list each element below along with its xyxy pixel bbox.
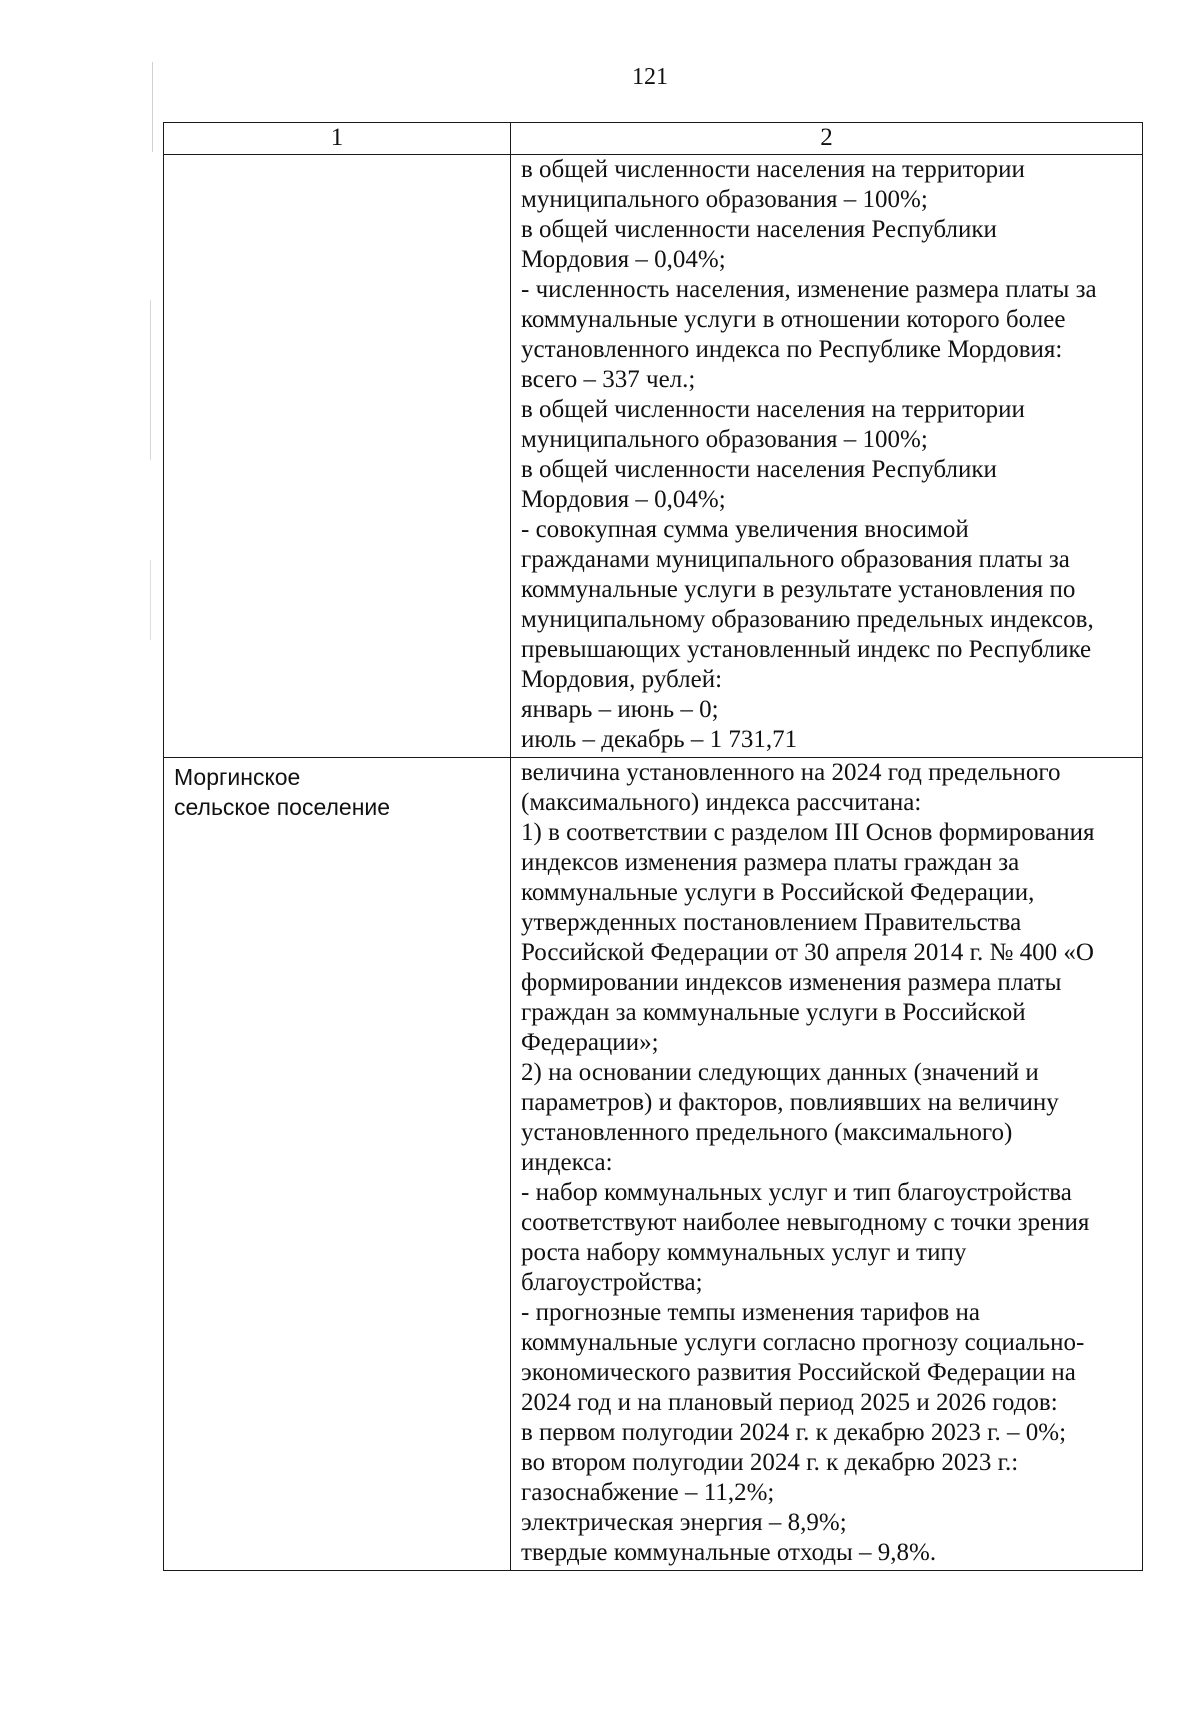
description-line: установленного индекса по Республике Мордовия: — [521, 336, 1063, 363]
description-line: 2) на основании следующих данных (значений и — [521, 1059, 1039, 1086]
description-line: январь – июнь – 0; — [521, 696, 719, 723]
description-line: в общей численности населения на территории — [521, 156, 1025, 183]
description-line: муниципальному образованию предельных индексов, — [521, 606, 1094, 633]
description-line: во втором полугодии 2024 г. к декабрю 2023 г.: — [521, 1449, 1019, 1476]
description-line: Мордовия – 0,04%; — [521, 246, 726, 273]
table-row — [164, 155, 1143, 758]
territory-cell — [164, 758, 511, 1571]
description-line: 1) в соответствии с разделом III Основ формирования — [521, 819, 1095, 846]
description-cell — [511, 758, 1143, 1571]
description-line: коммунальные услуги в Российской Федерации, — [521, 879, 1035, 906]
description-line: Российской Федерации от 30 апреля 2014 г. № 400 «О — [521, 939, 1094, 966]
description-line: коммунальные услуги согласно прогнозу социально- — [521, 1329, 1085, 1356]
description-line: утвержденных постановлением Правительства — [521, 909, 1022, 936]
description-line: коммунальные услуги в отношении которого более — [521, 306, 1066, 333]
description-line: муниципального образования – 100%; — [521, 186, 928, 213]
description-line: экономического развития Российской Федерации на — [521, 1359, 1076, 1386]
description-line: в первом полугодии 2024 г. к декабрю 2023 г. – 0%; — [521, 1419, 1067, 1446]
scan-mark — [152, 62, 153, 152]
description-cell — [511, 155, 1143, 758]
scan-mark — [150, 300, 151, 460]
scan-mark — [150, 560, 151, 640]
territory-name-line: сельское поселение — [174, 794, 391, 820]
description-line: электрическая энергия – 8,9%; — [521, 1509, 847, 1536]
description-line: формировании индексов изменения размера платы — [521, 969, 1062, 996]
territory-name-line: Моргинское — [174, 764, 301, 790]
description-line: в общей численности населения Республики — [521, 216, 997, 243]
document-table — [163, 122, 1143, 1571]
description-line: в общей численности населения на территории — [521, 396, 1025, 423]
description-line: Мордовия, рублей: — [521, 666, 723, 693]
column-header-2: 2 — [511, 123, 1143, 155]
page-number: 121 — [632, 64, 668, 90]
description-line: индекса: — [521, 1149, 613, 1176]
description-line: Федерации»; — [521, 1029, 659, 1056]
description-line: гражданами муниципального образования платы за — [521, 546, 1070, 573]
table-row — [164, 758, 1143, 1571]
description-line: параметров) и факторов, повлиявших на величину — [521, 1089, 1059, 1116]
description-line: - прогнозные темпы изменения тарифов на — [521, 1299, 980, 1326]
description-line: в общей численности населения Республики — [521, 456, 997, 483]
description-line: газоснабжение – 11,2%; — [521, 1479, 775, 1506]
description-line: июль – декабрь – 1 731,71 — [521, 726, 798, 753]
description-line: твердые коммунальные отходы – 9,8%. — [521, 1539, 937, 1566]
description-line: превышающих установленный индекс по Республике — [521, 636, 1092, 663]
description-line: (максимального) индекса рассчитана: — [521, 789, 922, 816]
description-line: 2024 год и на плановый период 2025 и 2026 годов: — [521, 1389, 1058, 1416]
description-line: - численность населения, изменение размера платы за — [521, 276, 1097, 303]
territory-cell — [164, 155, 511, 758]
description-line: - набор коммунальных услуг и тип благоустройства — [521, 1179, 1072, 1206]
description-line: благоустройства; — [521, 1269, 703, 1296]
description-line: роста набору коммунальных услуг и типу — [521, 1239, 967, 1266]
description-line: всего – 337 чел.; — [521, 366, 696, 393]
description-line: коммунальные услуги в результате установления по — [521, 576, 1076, 603]
description-line: установленного предельного (максимального) — [521, 1119, 1013, 1146]
description-line: - совокупная сумма увеличения вносимой — [521, 516, 969, 543]
description-line: муниципального образования – 100%; — [521, 426, 928, 453]
description-line: индексов изменения размера платы граждан за — [521, 849, 1020, 876]
table-body — [164, 155, 1143, 1571]
description-line: соответствуют наиболее невыгодному с точки зрения — [521, 1209, 1090, 1236]
column-header-1: 1 — [164, 123, 511, 155]
table-header-row — [164, 123, 1143, 155]
description-line: величина установленного на 2024 год предельного — [521, 759, 1061, 786]
description-line: граждан за коммунальные услуги в Российской — [521, 999, 1026, 1026]
description-line: Мордовия – 0,04%; — [521, 486, 726, 513]
